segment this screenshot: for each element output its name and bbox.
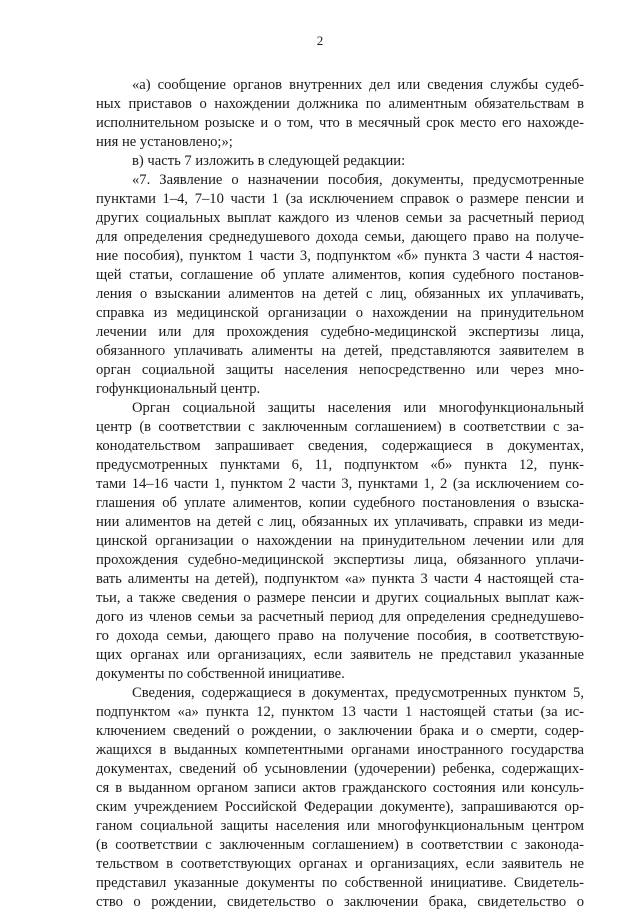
text-line: го дохода семьи, дающего право на получение пособия, в соответствую- — [96, 628, 584, 644]
text-line: справка из медицинской организации о нахождении на принудительном — [96, 305, 584, 321]
text-line: центр (в соответствии с заключенным соглашением) в соответствии с за- — [96, 419, 584, 435]
text-line: конодательством запрашивает сведения, содержащиеся в документах, — [96, 438, 584, 454]
text-line: «а) сообщение органов внутренних дел или сведения службы судеб- — [132, 77, 584, 93]
text-line: других социальных выплат каждого из членов семьи за расчетный период — [96, 210, 584, 226]
text-line: Сведения, содержащиеся в документах, предусмотренных пунктом 5, — [132, 685, 584, 701]
text-line: «7. Заявление о назначении пособия, документы, предусмотренные — [132, 172, 584, 188]
text-line: тьи, а также сведения о размере пенсии и других социальных выплат каж- — [96, 590, 584, 606]
text-line: Орган социальной защиты населения или многофункциональный — [132, 400, 584, 416]
text-line: нии алиментов на детей с лиц, обязанных их уплачивать, справки из меди- — [96, 514, 584, 530]
paragraph-1 — [96, 152, 584, 171]
text-line: представил указанные документы по собственной инициативе. Свидетель- — [96, 875, 584, 891]
text-line: в) часть 7 изложить в следующей редакции: — [132, 153, 406, 169]
text-line: щих органах или организациях, если заявитель не представил указанные — [96, 647, 584, 663]
text-line: документах, сведений об усыновлении (удочерении) ребенка, содержащих- — [96, 761, 584, 777]
text-line: ния не установлено;»; — [96, 134, 233, 150]
text-line: глашения об уплате алиментов, копии судебного постановления о взыска- — [96, 495, 584, 511]
text-line: предусмотренных пунктами 6, 11, подпунктом «б» пункта 12, пунк- — [96, 457, 584, 473]
page-number: 2 — [316, 33, 324, 48]
text-line: ления о взыскании алиментов на детей с лиц, обязанных их уплачивать, — [96, 286, 584, 302]
text-line: цинской организации о нахождении на принудительном лечении или для — [96, 533, 584, 549]
text-line: тами 14–16 части 1, пунктом 2 части 3, пунктами 1, 2 (за исключением со- — [96, 476, 584, 492]
text-line: исполнительном розыске и о том, что в месячный срок место его нахожде- — [96, 115, 584, 131]
text-line: ским учреждением Российской Федерации документе), запрашиваются ор- — [96, 799, 584, 815]
text-line: тельством в соответствующих органах и организациях, если заявитель не — [96, 856, 584, 872]
text-line: ние пособия), пунктом 1 части 3, подпунктом «б» пункта 3 части 4 настоя- — [96, 248, 584, 264]
paragraph-0 — [96, 76, 584, 152]
text-line: вать алименты на детей), подпунктом «а» пункта 3 части 4 настоящей ста- — [96, 571, 584, 587]
paragraph-2 — [96, 171, 584, 399]
text-line: гофункциональный центр. — [96, 381, 261, 397]
text-line: орган социальной защиты населения непосредственно или через мно- — [96, 362, 584, 378]
text-line: пунктами 1–4, 7–10 части 1 (за исключением справок о размере пенсии и — [96, 191, 584, 207]
text-line: дого из членов семьи за расчетный период для определения среднедушево- — [96, 609, 584, 625]
text-line: обязанного уплачивать алименты на детей, представляются заявителем в — [96, 343, 584, 359]
text-line: ключением сведений о рождении, о заключении брака и о смерти, содер- — [96, 723, 584, 739]
document-body — [96, 76, 584, 912]
paragraph-3 — [96, 399, 584, 684]
text-line: документы по собственной инициативе. — [96, 666, 345, 682]
text-line: прохождения судебно-медицинской экспертизы лица, обязанного уплачи- — [96, 552, 584, 568]
text-line: (в соответствии с заключенным соглашением) в соответствии с законода- — [96, 837, 584, 853]
text-line: жащихся в выданных компетентными органами иностранного государства — [96, 742, 584, 758]
text-line: ных приставов о нахождении должника по алиментным обязательствам в — [96, 96, 584, 112]
text-line: подпунктом «а» пункта 12, пунктом 13 части 1 настоящей статьи (за ис- — [96, 704, 584, 720]
text-line: ство о рождении, свидетельство о заключении брака, свидетельство о — [96, 894, 584, 910]
text-line: ся в выданном органом записи актов гражданского состояния или консуль- — [96, 780, 584, 796]
text-line: лечении или для прохождения судебно-медицинской экспертизы лица, — [96, 324, 584, 340]
text-line: щей статьи, соглашение об уплате алиментов, копия судебного постанов- — [96, 267, 584, 283]
paragraph-4 — [96, 684, 584, 912]
text-line: для определения среднедушевого дохода семьи, дающего право на получе- — [96, 229, 584, 245]
text-line: ганом социальной защиты населения или многофункциональным центром — [96, 818, 584, 834]
